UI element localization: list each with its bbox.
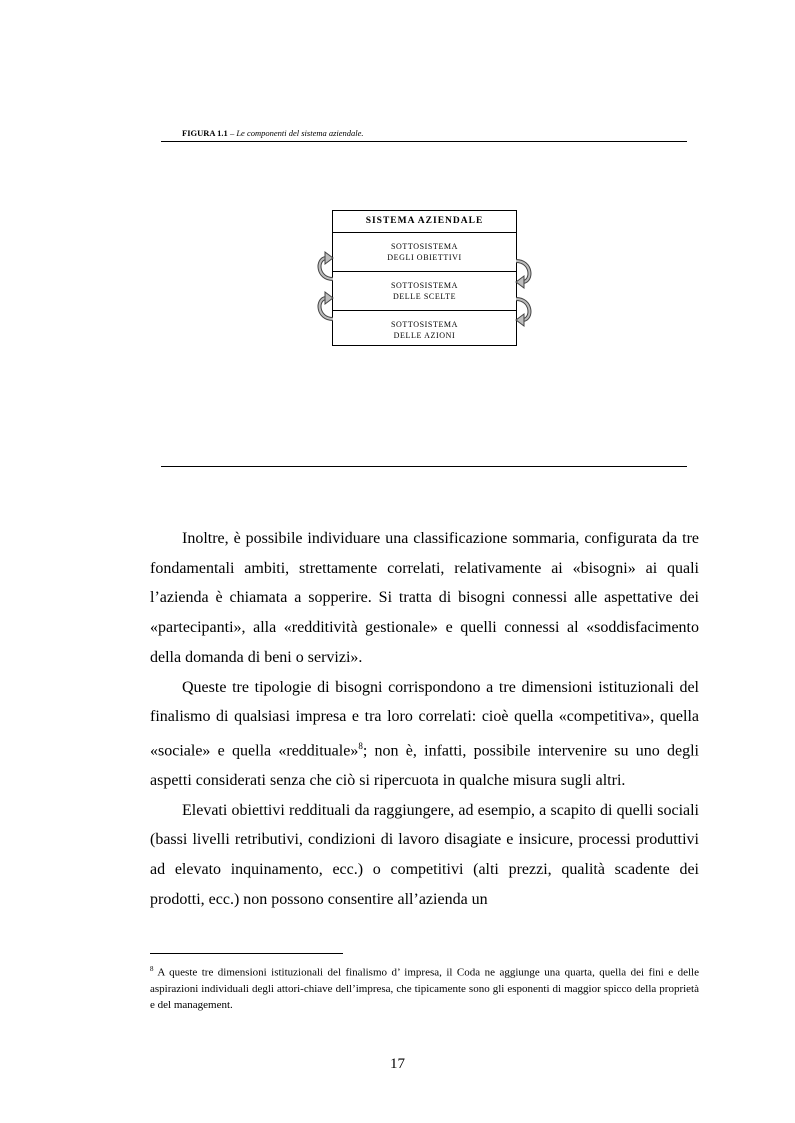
- subsystem-objectives: [333, 233, 516, 271]
- right-curved-arrow-icon: [515, 296, 535, 328]
- right-curved-arrow-icon: [515, 258, 535, 290]
- paragraph: Inoltre, è possibile individuare una classificazione sommaria, configurata da tre fondamentali ambiti, strettamente correlati, relativamente ai «bisogni» ai quali l’azienda è chiamata a sopperire. Si tratta di bisogni connessi alle aspettative dei «partecipanti», alla «redditività gestionale» e quelli connessi al «soddisfacimento della domanda di beni o servizi».: [150, 530, 699, 666]
- footnote: [150, 961, 699, 1013]
- footnote-text: A queste tre dimensioni istituzionali del finalismo d’ impresa, il Coda ne aggiunge una quarta, quella dei fini e delle aspirazioni individuali degli attori-chiave dell’impresa, che tipicamente sono gli esponenti di maggior spicco della proprietà e del management.: [150, 966, 699, 1011]
- paragraph: [150, 673, 699, 796]
- subsystem-name: DEGLI OBIETTIVI: [387, 253, 462, 262]
- body-text: [150, 524, 699, 914]
- paragraph-text: Queste tre tipologie di bisogni corrispondono a tre dimensioni istituzionali del finalismo di qualsiasi impresa e tra loro correlati: cioè quella «competitiva», quella «sociale» e quella «reddituale»: [150, 678, 699, 760]
- footnote-number: 8: [150, 965, 154, 973]
- subsystem-actions: [333, 310, 516, 349]
- figure-label: FIGURA 1.1: [182, 128, 228, 138]
- subsystem-label: SOTTOSISTEMA: [390, 320, 459, 329]
- figure-caption: [182, 127, 364, 139]
- subsystem-label: SOTTOSISTEMA: [390, 281, 459, 290]
- paragraph-text: ; non è, infatti, possibile intervenire su uno degli aspetti considerati senza che ciò si ripercuota in qualche misura sugli altri.: [150, 742, 699, 789]
- footnote-rule: [150, 953, 343, 954]
- figure-title: Le componenti del sistema aziendale.: [236, 128, 364, 138]
- subsystem-label: SOTTOSISTEMA: [390, 242, 459, 251]
- subsystem-name: DELLE AZIONI: [393, 331, 456, 340]
- figure-bottom-rule: [161, 466, 687, 467]
- system-diagram: [332, 210, 517, 346]
- footnote-ref: 8: [358, 740, 363, 751]
- diagram-header: SISTEMA AZIENDALE: [333, 211, 516, 233]
- page-number: 17: [390, 1056, 405, 1072]
- figure-top-rule: [161, 141, 687, 142]
- subsystem-name: DELLE SCELTE: [392, 292, 457, 301]
- caption-separator: –: [227, 128, 237, 138]
- paragraph: Elevati obiettivi reddituali da raggiungere, ad esempio, a scapito di quelli sociali (bassi livelli retributivi, condizioni di lavoro disagiate e insicure, processi produttivi ad elevato inquinamento, ecc.) o competitivi (alti prezzi, qualità scadente dei prodotti, ecc.) non possono consentire all’azienda un: [150, 801, 699, 908]
- subsystem-choices: [333, 271, 516, 310]
- left-curved-arrow-icon: [314, 290, 334, 322]
- left-curved-arrow-icon: [314, 250, 334, 282]
